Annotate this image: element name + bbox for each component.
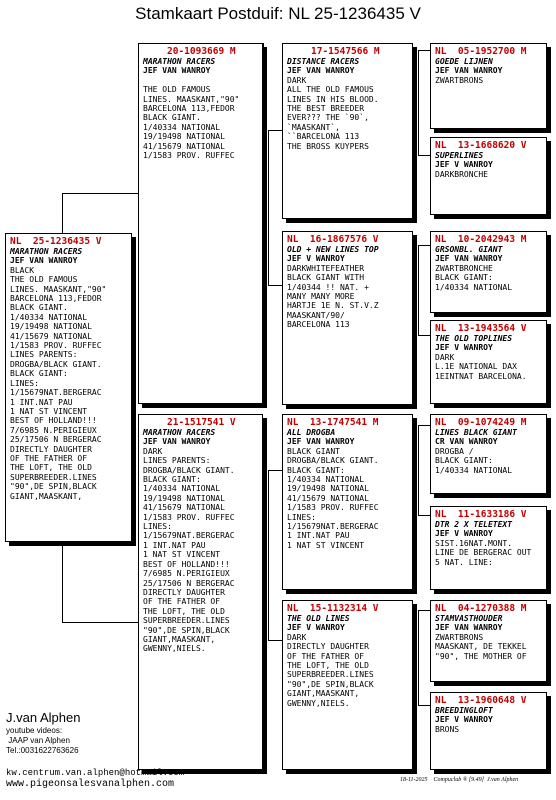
pigeon-info: BLACK THE OLD FAMOUS LINES. MAASKANT,"90" BARCELONA 113,FEDOR BLACK GIANT. 1/40334 NATIONAL 19/19498 NATIONAL 41/15679 NATIONAL 1/1583 PROV. RUFFEC LINES PARENTS: DROGBA/BLACK GIANT. BLACK GIANT: LINES: 1/15679NAT.BERGERAC 1 INT.NAT PAU 1 NAT ST VINCENT BEST OF HOLLAND!!! 7/6985 N.PERIGIEUX 25/17506 N BERGERAC DIRECTLY DAUGHTER OF THE FATHER OF THE LOFT, THE OLD SUPERBREEDER.LINES "90",DE SPIN,BLACK GIANT,MAASKANT,: [10, 265, 107, 501]
connector: [62, 622, 138, 623]
pigeon-name: STAMVASTHOUDER: [435, 614, 503, 623]
connector: [418, 610, 430, 611]
connector: [418, 335, 430, 336]
ring-number: NL 16-1867576 V: [287, 234, 379, 245]
connector: [62, 193, 63, 233]
ring-number: NL 25-1236435 V: [10, 236, 102, 247]
breeder-name: JEF VAN WANROY: [435, 254, 503, 264]
page-title: Stamkaart Postduif: NL 25-1236435 V: [135, 4, 421, 23]
pigeon-info: DARK L.1E NATIONAL DAX 1EINTNAT BARCELONA.: [435, 352, 527, 381]
connector: [418, 425, 419, 515]
ring-number: NL 10-2042943 M: [435, 234, 527, 245]
connector: [268, 130, 269, 285]
pigeon-card-subject[interactable]: [5, 233, 132, 542]
pigeon-card-mf[interactable]: [282, 414, 413, 590]
breeder-name: CR VAN WANROY: [435, 437, 498, 447]
pigeon-info: SIST.16NAT.MONT. LINE DE BERGERAC OUT 5 NAT. LINE:: [435, 538, 532, 567]
ring-number: 20-1093669 M: [167, 46, 236, 57]
pigeon-name: GOEDE LIJNEN: [435, 57, 493, 66]
ring-number: 21-1517541 V: [167, 417, 236, 428]
pigeon-card-mmm[interactable]: [430, 692, 547, 770]
ring-number: NL 13-1943564 V: [435, 323, 527, 334]
pigeon-name: BREEDINGLOFT: [435, 706, 493, 715]
breeder-name: JEF VAN WANROY: [10, 256, 78, 266]
breeder-name: JEF V WANROY: [287, 623, 345, 633]
connector: [418, 705, 430, 706]
pigeon-card-mm[interactable]: [282, 600, 413, 770]
pigeon-name: MARATHON RACERS: [143, 57, 216, 66]
breeder-name: JEF VAN WANROY: [287, 437, 355, 447]
pigeon-name: THE OLD LINES: [287, 614, 350, 623]
connector: [268, 130, 282, 131]
pigeon-card-mmf[interactable]: [430, 600, 547, 682]
pigeon-info: BLACK GIANT DROGBA/BLACK GIANT. BLACK GIANT: 1/40334 NATIONAL 19/19498 NATIONAL 41/15679 NATIONAL 1/1583 PROV. RUFFEC LINES: 1/15679NAT.BERGERAC 1 INT.NAT PAU 1 NAT ST VINCENT: [287, 446, 379, 550]
pigeon-name: ALL DROGBA: [287, 428, 336, 437]
pigeon-name: OLD + NEW LINES TOP: [287, 245, 379, 254]
pigeon-info: DARK ALL THE OLD FAMOUS LINES IN HIS BLOOD. THE BEST BREEDER EVER??? THE `90`, `MAASKANT`, ``BARCELONA 113 THE BROSS KUYPERS: [287, 75, 379, 151]
pigeon-info: DARK DIRECTLY DAUGHTER OF THE FATHER OF THE LOFT, THE OLD SUPERBREEDER.LINES "90",DE SPIN,BLACK GIANT,MAASKANT, GWENNY,NIELS.: [287, 632, 374, 708]
connector: [263, 130, 264, 131]
breeder-name: JEF V WANROY: [287, 254, 345, 264]
pigeon-name: DTR 2 X TELETEXT: [435, 520, 513, 529]
footer-text: 18-11-2025 Compuclub ® [9.49] J.van Alphen: [400, 777, 519, 783]
pigeon-info: DARKBRONCHE: [435, 169, 488, 179]
pigeon-card-fff[interactable]: [430, 43, 547, 129]
pigeon-card-fm[interactable]: [282, 231, 413, 405]
pigeon-card-fmf[interactable]: [430, 231, 547, 313]
pigeon-info: DROGBA / BLACK GIANT: 1/40334 NATIONAL: [435, 446, 513, 475]
breeder-name: JEF V WANROY: [435, 160, 493, 170]
breeder-name: JEF VAN WANROY: [143, 437, 211, 447]
ring-number: NL 15-1132314 V: [287, 603, 379, 614]
pigeon-name: DISTANCE RACERS: [287, 57, 360, 66]
connector: [418, 245, 419, 335]
ring-number: 17-1547566 M: [311, 46, 380, 57]
pigeon-name: MARATHON RACERS: [143, 428, 216, 437]
pigeon-info: ZWARTBRONS: [435, 75, 484, 85]
owner-line: JAAP van Alphen: [6, 736, 70, 745]
breeder-name: JEF VAN WANROY: [435, 623, 503, 633]
connector: [268, 470, 269, 640]
pigeon-info: ZWARTBRONCHE BLACK GIANT: 1/40334 NATIONAL: [435, 263, 513, 292]
ring-number: NL 05-1952700 M: [435, 46, 527, 57]
pigeon-info: THE OLD FAMOUS LINES. MAASKANT,"90" BARCELONA 113,FEDOR BLACK GIANT. 1/40334 NATIONAL 19/19498 NATIONAL 41/15679 NATIONAL 1/1583 PROV. RUFFEC: [143, 85, 240, 161]
owner-name: J.van Alphen: [6, 710, 81, 725]
ring-number: NL 11-1633186 V: [435, 509, 527, 520]
connector: [268, 470, 282, 471]
pigeon-card-father[interactable]: [138, 43, 263, 404]
breeder-name: JEF V WANROY: [435, 715, 493, 725]
connector: [62, 542, 63, 622]
pigeon-name: SUPERLINES: [435, 151, 484, 160]
connector: [418, 50, 419, 155]
breeder-name: JEF V WANROY: [435, 343, 493, 353]
pigeon-name: MARATHON RACERS: [10, 247, 83, 256]
ring-number: NL 13-1668620 V: [435, 140, 527, 151]
breeder-name: JEF V WANROY: [435, 529, 493, 539]
connector: [418, 50, 430, 51]
ring-number: NL 04-1270388 M: [435, 603, 527, 614]
breeder-name: JEF VAN WANROY: [143, 66, 211, 76]
connector: [263, 43, 264, 226]
website-link[interactable]: www.pigeonsalesvanalphen.com: [6, 779, 175, 790]
pigeon-card-mfm[interactable]: [430, 506, 547, 590]
pigeon-card-ff[interactable]: [282, 43, 413, 219]
ring-number: NL 09-1074249 M: [435, 417, 527, 428]
pigeon-info: ZWARTBRONS MAASKANT, DE TEKKEL "90", THE MOTHER OF: [435, 632, 527, 661]
ring-number: NL 13-1960648 V: [435, 695, 527, 706]
pigeon-card-mff[interactable]: [430, 414, 547, 494]
pigeon-card-ffm[interactable]: [430, 137, 547, 215]
pigeon-info: BRONS: [435, 724, 460, 734]
pigeon-card-mother[interactable]: [138, 414, 263, 770]
connector: [418, 155, 430, 156]
owner-line: youtube videos:: [6, 726, 63, 735]
pigeon-card-fmm[interactable]: [430, 320, 547, 404]
pigeon-name: THE OLD TOPLINES: [435, 334, 513, 343]
ring-number: NL 13-1747541 M: [287, 417, 379, 428]
connector: [418, 610, 419, 705]
pigeon-name: LINES BLACK GIANT: [435, 428, 517, 437]
connector: [62, 193, 138, 194]
connector: [268, 285, 282, 286]
owner-phone: Tel.:0031622763626: [6, 746, 79, 755]
pigeon-info: DARK LINES PARENTS: DROGBA/BLACK GIANT. BLACK GIANT: 1/40334 NATIONAL 19/19498 NATIONAL 41/15679 NATIONAL 1/1583 PROV. RUFFEC LINES: 1/15679NAT.BERGERAC 1 INT.NAT PAU 1 NAT ST VINCENT BEST OF HOLLAND!!! 7/6985 N.PERIGIEUX 25/17506 N BERGERAC DIRECTLY DAUGHTER OF THE FATHER OF THE LOFT, THE OLD SUPERBREEDER.LINES "90",DE SPIN,BLACK GIANT,MAASKANT, GWENNY,NIELS.: [143, 446, 235, 654]
email-link[interactable]: kw.centrum.van.alphen@hotmail.com: [6, 768, 185, 778]
connector: [418, 515, 430, 516]
breeder-name: JEF VAN WANROY: [435, 66, 503, 76]
connector: [418, 245, 430, 246]
connector: [268, 640, 282, 641]
pigeon-name: GRSONBL. GIANT: [435, 245, 503, 254]
breeder-name: JEF VAN WANROY: [287, 66, 355, 76]
connector: [418, 425, 430, 426]
pigeon-info: DARKWHITEFEATHER BLACK GIANT WITH 1/40344 !! NAT. + MANY MANY MORE HARTJE 1E N. ST.V.Z MAASKANT/90/ BARCELONA 113: [287, 263, 379, 330]
